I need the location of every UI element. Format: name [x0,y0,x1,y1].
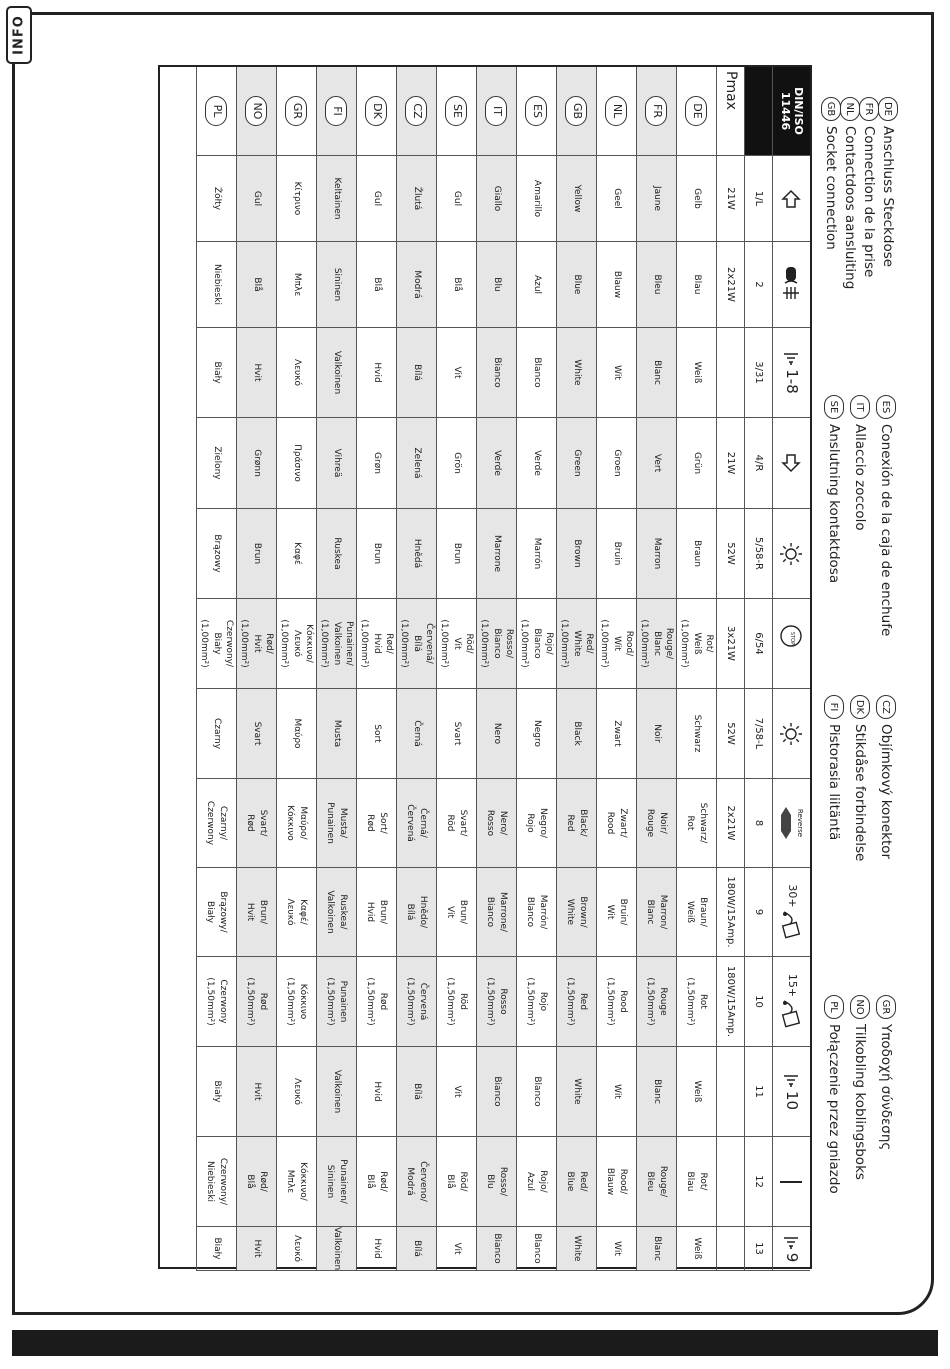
table-cell: Rood/ Wit (1,00mm²) [596,599,636,689]
icon-label: 10 [782,1090,801,1111]
table-cell: Negro/ Rojo [516,779,556,868]
table-cell: Vihreä [316,418,356,509]
table-cell: Vit [436,328,476,418]
right-indicator-icon [781,452,803,474]
table-cell: Rød (1,50mm²) [356,957,396,1047]
table-cell: Black [556,689,596,779]
table-cell: Blanco [516,1047,556,1137]
table-cell: Blue [556,242,596,328]
table-cell: Valkoinen [316,328,356,418]
pin-number: 12 [744,1137,772,1227]
col-header-11 [772,1047,810,1137]
table-cell: Blanc [636,1227,676,1271]
pmax-value [716,1137,744,1227]
table-cell: Red/ White (1,00mm²) [556,599,596,689]
table-cell: Grønn [236,418,276,509]
table-cell: Żółty [196,156,236,242]
table-cell: Bianco [476,328,516,418]
info-tab [6,6,32,64]
rotated-content [158,65,900,1269]
socket-table [158,65,812,1269]
table-cell: Musta [316,689,356,779]
legend-item-gb [819,97,843,250]
pin-number: 9 [744,868,772,957]
table-cell: Λευκό [276,328,316,418]
country-badge: DE [686,96,708,126]
legend-text: Conexión de la caja de enchufe [878,424,894,637]
country-badge: FI [326,96,348,126]
table-cell: Marron [636,509,676,599]
table-cell: Röd/ Blå [436,1137,476,1227]
table-cell: Czerwony/ Biały (1,00mm²) [196,599,236,689]
table-cell: Sort [356,689,396,779]
pmax-value: 52W [716,689,744,779]
table-cell: Blanco [516,1227,556,1271]
table-cell: Verde [516,418,556,509]
legend-code-badge: NL [840,97,860,121]
table-cell: Grün [676,418,716,509]
legend-item-pl [822,995,846,1194]
table-cell: Černá/ Červená [396,779,436,868]
table-cell: Rød (1,50mm²) [236,957,276,1047]
table-cell: Hvit [236,1047,276,1137]
table-cell: Brun/ Vit [436,868,476,957]
col-header-9 [772,868,810,957]
legend-code-badge: NO [850,995,870,1019]
table-cell: Braun/ Weiß [676,868,716,957]
language-legend [820,65,900,1269]
table-cell: Blå [236,242,276,328]
table-cell: Rot/ Weiß (1,00mm²) [676,599,716,689]
legend-item-es [874,395,898,636]
pin-number: 3/31 [744,328,772,418]
legend-code-badge: GR [876,995,896,1019]
table-cell: Nero [476,689,516,779]
country-code-it [476,67,516,156]
table-cell: Vit [436,1227,476,1271]
table-cell: Žlutá [396,156,436,242]
table-cell: Geel [596,156,636,242]
tail-light-left-icon [779,721,805,747]
table-cell: Rood/ Blauw [596,1137,636,1227]
stop-light-icon [780,624,804,663]
table-cell: White [556,1227,596,1271]
table-cell: Valkoinen [316,1227,356,1271]
country-code-nl [596,67,636,156]
country-code-de [676,67,716,156]
country-code-es [516,67,556,156]
table-cell: Rød/ Hvid (1,00mm²) [356,599,396,689]
table-cell: Nero/ Rosso [476,779,516,868]
col-header-7 [772,689,810,779]
permanent-power-30-icon [781,884,803,939]
table-cell: Noir/ Rouge [636,779,676,868]
pin-number: 6/54 [744,599,772,689]
table-cell: Brązowy [196,509,236,599]
table-cell: Rood (1,50mm²) [596,957,636,1047]
legend-text: Pistorasia liitäntä [826,724,842,841]
icon-label: 9 [782,1252,801,1263]
legend-code-badge: IT [850,395,870,419]
table-cell: Hvid [356,1227,396,1271]
table-cell: Gul [236,156,276,242]
table-cell: Hnědo/ Bílá [396,868,436,957]
table-cell: Blauw [596,242,636,328]
legend-item-fi [822,695,846,840]
table-cell: Bruin/ Wit [596,868,636,957]
table-cell: White [556,1047,596,1137]
table-cell: Weiß [676,328,716,418]
pmax-value [716,1227,744,1271]
table-cell: Gelb [676,156,716,242]
table-cell: Κόκκινο (1,50mm²) [276,957,316,1047]
table-cell: Vit [436,1047,476,1137]
table-cell: Punainen/ Valkoinen (1,00mm²) [316,599,356,689]
table-cell: Marron/ Blanc [636,868,676,957]
pin-number: 5/58-R [744,509,772,599]
legend-item-cz [874,695,898,859]
table-cell: Groen [596,418,636,509]
pmax-value [716,1047,744,1137]
table-cell: Wit [596,328,636,418]
table-cell: Punainen/ Sininen [316,1137,356,1227]
table-cell: Hnědá [396,509,436,599]
country-badge: PL [206,96,228,126]
pmax-value: 2x21W [716,779,744,868]
ground-10-icon [779,1073,805,1110]
table-cell: Brown [556,509,596,599]
table-cell: Red/ Blue [556,1137,596,1227]
table-cell: Marrone [476,509,516,599]
table-cell: Πράσινο [276,418,316,509]
bottom-bar [12,1330,938,1356]
table-cell: Μαύρο/ Κόκκινο [276,779,316,868]
legend-item-gr [874,995,898,1150]
pin-number: 1/L [744,156,772,242]
table-cell: Red (1,50mm²) [556,957,596,1047]
table-cell: Verde [476,418,516,509]
table-cell: Grøn [356,418,396,509]
table-cell: Amarillo [516,156,556,242]
icon-label: Reverse [796,808,805,838]
stop-text: STOP [788,631,795,646]
table-cell: Hvit [236,1227,276,1271]
table-cell: Blu [476,242,516,328]
table-cell: Bianco [476,1227,516,1271]
table-cell: Rot (1,50mm²) [676,957,716,1047]
table-cell: Rouge (1,50mm²) [636,957,676,1047]
legend-text: Anschluss Steckdose [880,126,896,268]
pmax-value: 180W/15Amp. [716,868,744,957]
table-cell: Rød/ Blå [356,1137,396,1227]
rear-fog-icon [781,265,803,305]
legend-code-badge: DK [850,695,870,719]
table-cell: Κίτρινο [276,156,316,242]
table-cell: Ruskea/ Valkoinen [316,868,356,957]
table-cell: Hvit [236,328,276,418]
table-cell: Svart/ Rød [236,779,276,868]
country-badge: DK [366,96,388,126]
table-cell: Brun [356,509,396,599]
col-header-8 [772,779,810,868]
table-cell: Niebieski [196,242,236,328]
table-cell: Biały [196,328,236,418]
table-cell: Brown/ White [556,868,596,957]
legend-text: Połączenie przez gniazdo [826,1024,842,1194]
table-cell: Μπλε [276,242,316,328]
legend-text: Objímkový konektor [878,724,894,860]
table-cell: Wit [596,1227,636,1271]
pmax-value: 2x21W [716,242,744,328]
legend-text: Connection de la prise [861,126,877,278]
pin-number: 2 [744,242,772,328]
pmax-value: 21W [716,156,744,242]
table-cell: Λευκό [276,1227,316,1271]
country-badge: CZ [406,96,428,126]
col-header-3 [772,328,810,418]
legend-code-badge: FR [859,97,879,121]
pmax-label: Pmax [716,67,744,156]
table-cell: Rød/ Blå [236,1137,276,1227]
legend-item-it [848,395,872,531]
table-cell: Marrón/ Blanco [516,868,556,957]
country-code-fr [636,67,676,156]
pin-number: 4/R [744,418,772,509]
table-cell: Gul [356,156,396,242]
table-cell: Rojo/ Blanco (1,00mm²) [516,599,556,689]
table-cell: Rouge/ Blanc (1,00mm²) [636,599,676,689]
table-cell: Μαύρο [276,689,316,779]
country-code-dk [356,67,396,156]
table-cell: Hvid [356,1047,396,1137]
table-cell: Svart/ Röd [436,779,476,868]
table-cell: Brun/ Hvid [356,868,396,957]
legend-code-badge: SE [824,395,844,419]
table-cell: Czerwony (1,50mm²) [196,957,236,1047]
table-cell: Zielony [196,418,236,509]
col-header-13 [772,1227,810,1271]
left-indicator-icon [781,188,803,210]
country-code-pl [196,67,236,156]
table-cell: Bílá [396,1227,436,1271]
corner-blank [744,67,772,156]
col-header-12 [772,1137,810,1227]
col-header-1 [772,156,810,242]
legend-code-badge: ES [876,395,896,419]
table-cell: Blau [676,242,716,328]
table-cell: Černá [396,689,436,779]
table-cell: Λευκό [276,1047,316,1137]
pmax-value: 21W [716,418,744,509]
table-cell: Zwart [596,689,636,779]
table-cell: Blanc [636,328,676,418]
table-cell: Hvid [356,328,396,418]
table-cell: Blå [356,242,396,328]
table-cell: Bianco [476,1047,516,1137]
country-code-no [236,67,276,156]
ground-9-icon [779,1235,805,1263]
table-cell: Červeno/ Modrá [396,1137,436,1227]
country-badge: SE [446,96,468,126]
table-cell: Blå [436,242,476,328]
table-cell: Sort/ Rød [356,779,396,868]
table-cell: Black/ Red [556,779,596,868]
reverse-light-icon [779,805,804,841]
tail-light-right-icon [779,541,805,567]
table-cell: Biały [196,1227,236,1271]
col-header-5 [772,509,810,599]
table-cell: Ruskea [316,509,356,599]
table-cell: Keltainen [316,156,356,242]
table-cell: Musta/ Punainen [316,779,356,868]
table-cell: Bleu [636,242,676,328]
table-cell: Κόκκινο/ Μπλε [276,1137,316,1227]
table-cell: Červená/ Bílá (1,00mm²) [396,599,436,689]
table-cell: Czarny [196,689,236,779]
table-cell: Jaune [636,156,676,242]
legend-text: Stikdåse forbindelse [852,724,868,862]
table-cell: Rojo (1,50mm²) [516,957,556,1047]
icon-label: 1-8 [782,369,801,394]
pin-number: 10 [744,957,772,1047]
country-badge: NO [246,96,268,126]
legend-text: Contactdoos aansluiting [842,126,858,290]
table-cell: Punainen (1,50mm²) [316,957,356,1047]
table-cell: Biały [196,1047,236,1137]
country-code-se [436,67,476,156]
country-code-fi [316,67,356,156]
pmax-value: 52W [716,509,744,599]
ground-1-8-icon [779,351,805,394]
table-cell: Yellow [556,156,596,242]
table-cell: Κόκκινο/ Λευκό (1,00mm²) [276,599,316,689]
table-cell: Červená (1,50mm²) [396,957,436,1047]
legend-code-badge: PL [824,995,844,1019]
legend-code-badge: CZ [876,695,896,719]
corner-din-iso: DIN/ISO 11446 [772,67,810,156]
icon-label: 15+ [785,973,799,998]
table-cell: Zelená [396,418,436,509]
country-badge: ES [526,96,548,126]
legend-text: Allaccio zoccolo [852,424,868,531]
col-header-10 [772,957,810,1047]
table-cell: Καφέ/ Λευκό [276,868,316,957]
table-cell: Czarny/ Czerwony [196,779,236,868]
table-cell: Wit [596,1047,636,1137]
table-cell: Röd/ Vit (1,00mm²) [436,599,476,689]
table-cell: Καφέ [276,509,316,599]
table-cell: Marrone/ Bianco [476,868,516,957]
col-header-4 [772,418,810,509]
table-cell: Giallo [476,156,516,242]
ignition-power-15-icon [781,974,803,1029]
pmax-value: 180W/15Amp. [716,957,744,1047]
table-cell: Negro [516,689,556,779]
table-cell: Brązowy/ Biały [196,868,236,957]
table-cell: Weiß [676,1047,716,1137]
legend-item-se [822,395,846,583]
table-cell: Rojo/ Azul [516,1137,556,1227]
pin-number: 11 [744,1047,772,1137]
table-cell: Marrón [516,509,556,599]
table-cell: Rosso/ Bianco (1,00mm²) [476,599,516,689]
dash-icon [779,1178,805,1186]
table-cell: Brun [236,509,276,599]
country-code-cz [396,67,436,156]
table-cell: Schwarz [676,689,716,779]
col-header-6 [772,599,810,689]
pmax-value [716,328,744,418]
pmax-value: 3x21W [716,599,744,689]
table-cell: Azul [516,242,556,328]
table-cell: Rød/ Hvit (1,00mm²) [236,599,276,689]
table-cell: Brun/ Hvit [236,868,276,957]
table-cell: Bruin [596,509,636,599]
icon-label: 30+ [785,884,799,908]
legend-text: Anslutning kontaktdosa [826,424,842,584]
table-cell: Rouge/ Bleu [636,1137,676,1227]
info-label: INFO [11,15,27,55]
table-cell: Rosso (1,50mm²) [476,957,516,1047]
country-badge: GB [566,96,588,126]
legend-code-badge: DE [878,97,898,121]
table-cell: White [556,328,596,418]
table-cell: Rosso/ Blu [476,1137,516,1227]
pin-number: 8 [744,779,772,868]
table-cell: Svart [236,689,276,779]
table-cell: Blanco [516,328,556,418]
table-cell: Bílá [396,328,436,418]
table-cell: Brun [436,509,476,599]
country-badge: GR [286,96,308,126]
country-code-gb [556,67,596,156]
country-badge: FR [646,96,668,126]
table-cell: Czerwony/ Niebieski [196,1137,236,1227]
table-cell: Weiß [676,1227,716,1271]
legend-code-badge: GB [821,97,841,121]
table-cell: Vert [636,418,676,509]
legend-text: Υποδοχή σύνδεσης [878,1024,894,1151]
country-badge: NL [606,96,628,126]
country-badge: IT [486,96,508,126]
country-code-gr [276,67,316,156]
col-header-2 [772,242,810,328]
legend-text: Socket connection [823,126,839,250]
table-cell: Rot/ Blau [676,1137,716,1227]
table-cell: Zwart/ Rood [596,779,636,868]
table-cell: Grön [436,418,476,509]
legend-item-dk [848,695,872,861]
table-cell: Röd (1,50mm²) [436,957,476,1047]
table-cell: Sininen [316,242,356,328]
table-cell: Svart [436,689,476,779]
pin-number: 13 [744,1227,772,1271]
pin-number: 7/58-L [744,689,772,779]
table-cell: Valkoinen [316,1047,356,1137]
legend-code-badge: FI [824,695,844,719]
table-cell: Green [556,418,596,509]
table-cell: Schwarz/ Rot [676,779,716,868]
table-cell: Gul [436,156,476,242]
table-cell: Blanc [636,1047,676,1137]
table-cell: Bílá [396,1047,436,1137]
legend-text: Tilkobling koblingsboks [852,1024,868,1180]
table-cell: Braun [676,509,716,599]
legend-item-no [848,995,872,1180]
table-cell: Modrá [396,242,436,328]
table-cell: Noir [636,689,676,779]
